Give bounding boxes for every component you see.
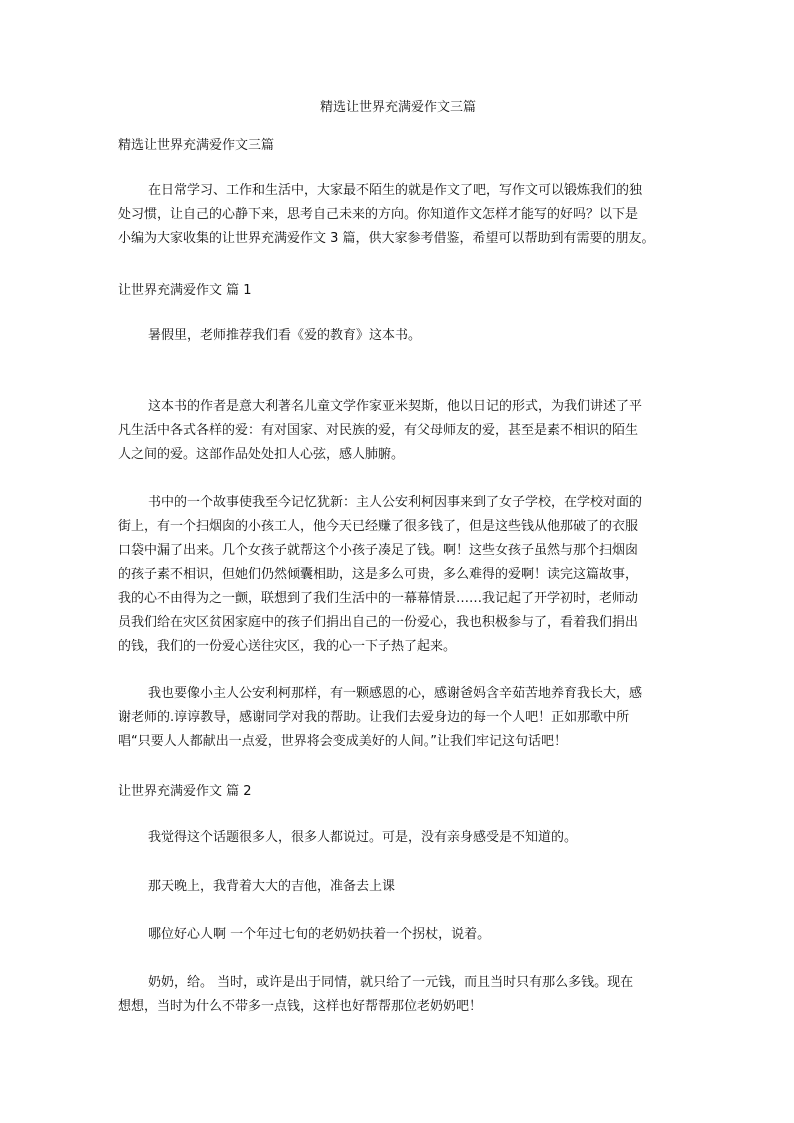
intro-paragraph [118,179,678,251]
page-title: 精选让世界充满爱作文三篇 [319,100,476,115]
paragraph-line: 我觉得这个话题很多人，很多人都说过。可是，没有亲身感受是不知道的。 [148,830,578,845]
paragraph-line: 的钱，我们的一份爱心送往灾区，我的心一下子热了起来。 [118,639,457,654]
essay-2-heading: 让世界充满爱作文 篇 2 [118,784,252,799]
paragraph-line: 书中的一个故事使我至今记忆犹新：主人公安利柯因事来到了女子学校，在学校对面的 [148,495,643,510]
paragraph-line: 想想，当时为什么不带多一点钱，这样也好帮帮那位老奶奶吧！ [118,999,483,1014]
paragraph-line: 奶奶，给。 当时，或许是出于同情，就只给了一元钱，而且当时只有那么多钱。现在 [148,975,634,990]
paragraph-line: 唱“只要人人都献出一点爱，世界将会变成美好的人间。”让我们牢记这句话吧！ [118,734,567,749]
document-subtitle: 精选让世界充满爱作文三篇 [118,138,275,153]
paragraph-line: 人之间的爱。这部作品处处扣人心弦，感人肺腑。 [118,447,405,462]
paragraph-line: 处习惯，让自己的心静下来，思考自己未来的方向。你知道作文怎样才能写的好吗？以下是 [118,207,639,222]
paragraph-line: 哪位好心人啊 一个年过七旬的老奶奶扶着一个拐杖，说着。 [148,927,491,942]
paragraph-line: 我的心不由得为之一颤，联想到了我们生活中的一幕幕情景……我记起了开学初时，老师动 [118,591,639,606]
essay-2-paragraph-3 [118,923,678,947]
paragraph-line: 那天晚上，我背着大大的吉他，准备去上课 [148,879,396,894]
essay-2-paragraph-4 [118,971,678,1019]
paragraph-line: 小编为大家收集的让世界充满爱作文 3 篇，供大家参考借鉴，希望可以帮助到有需要的朋友。 [118,231,655,246]
document-page [118,0,678,1123]
essay-1-paragraph-2 [118,395,678,467]
paragraph-line: 街上，有一个扫烟囱的小孩工人，他今天已经赚了很多钱了，但是这些钱从他那破了的衣服 [118,519,639,534]
paragraph-line: 凡生活中各式各样的爱：有对国家、对民族的爱，有父母师友的爱，甚至是素不相识的陌生 [118,423,639,438]
essay-1-paragraph-4 [118,682,678,754]
paragraph-line: 口袋中漏了出来。几个女孩子就帮这个小孩子凑足了钱。啊！这些女孩子虽然与那个扫烟囱 [118,543,639,558]
essay-2-paragraph-2 [118,875,678,899]
paragraph-line: 在日常学习、工作和生活中，大家最不陌生的就是作文了吧，写作文可以锻炼我们的独 [148,183,643,198]
paragraph-line: 员我们给在灾区贫困家庭中的孩子们捐出自己的一份爱心，我也积极参与了，看着我们捐出 [118,615,639,630]
essay-1-heading: 让世界充满爱作文 篇 1 [118,283,252,298]
paragraph-line: 这本书的作者是意大利著名儿童文学作家亚米契斯，他以日记的形式，为我们讲述了平 [148,399,643,414]
paragraph-line: 暑假里，老师推荐我们看《爱的教育》这本书。 [148,328,422,343]
essay-2-paragraph-1 [118,826,678,850]
paragraph-line: 的孩子素不相识，但她们仍然倾囊相助，这是多么可贵，多么难得的爱啊！读完这篇故事， [118,567,639,582]
paragraph-line: 谢老师的.谆谆教导，感谢同学对我的帮助。让我们去爱身边的每一个人吧！正如那歌中所 [118,710,630,725]
essay-1-paragraph-1 [118,324,678,348]
essay-1-paragraph-3 [118,491,678,659]
paragraph-line: 我也要像小主人公安利柯那样，有一颗感恩的心，感谢爸妈含辛茹苦地养育我长大，感 [148,686,643,701]
